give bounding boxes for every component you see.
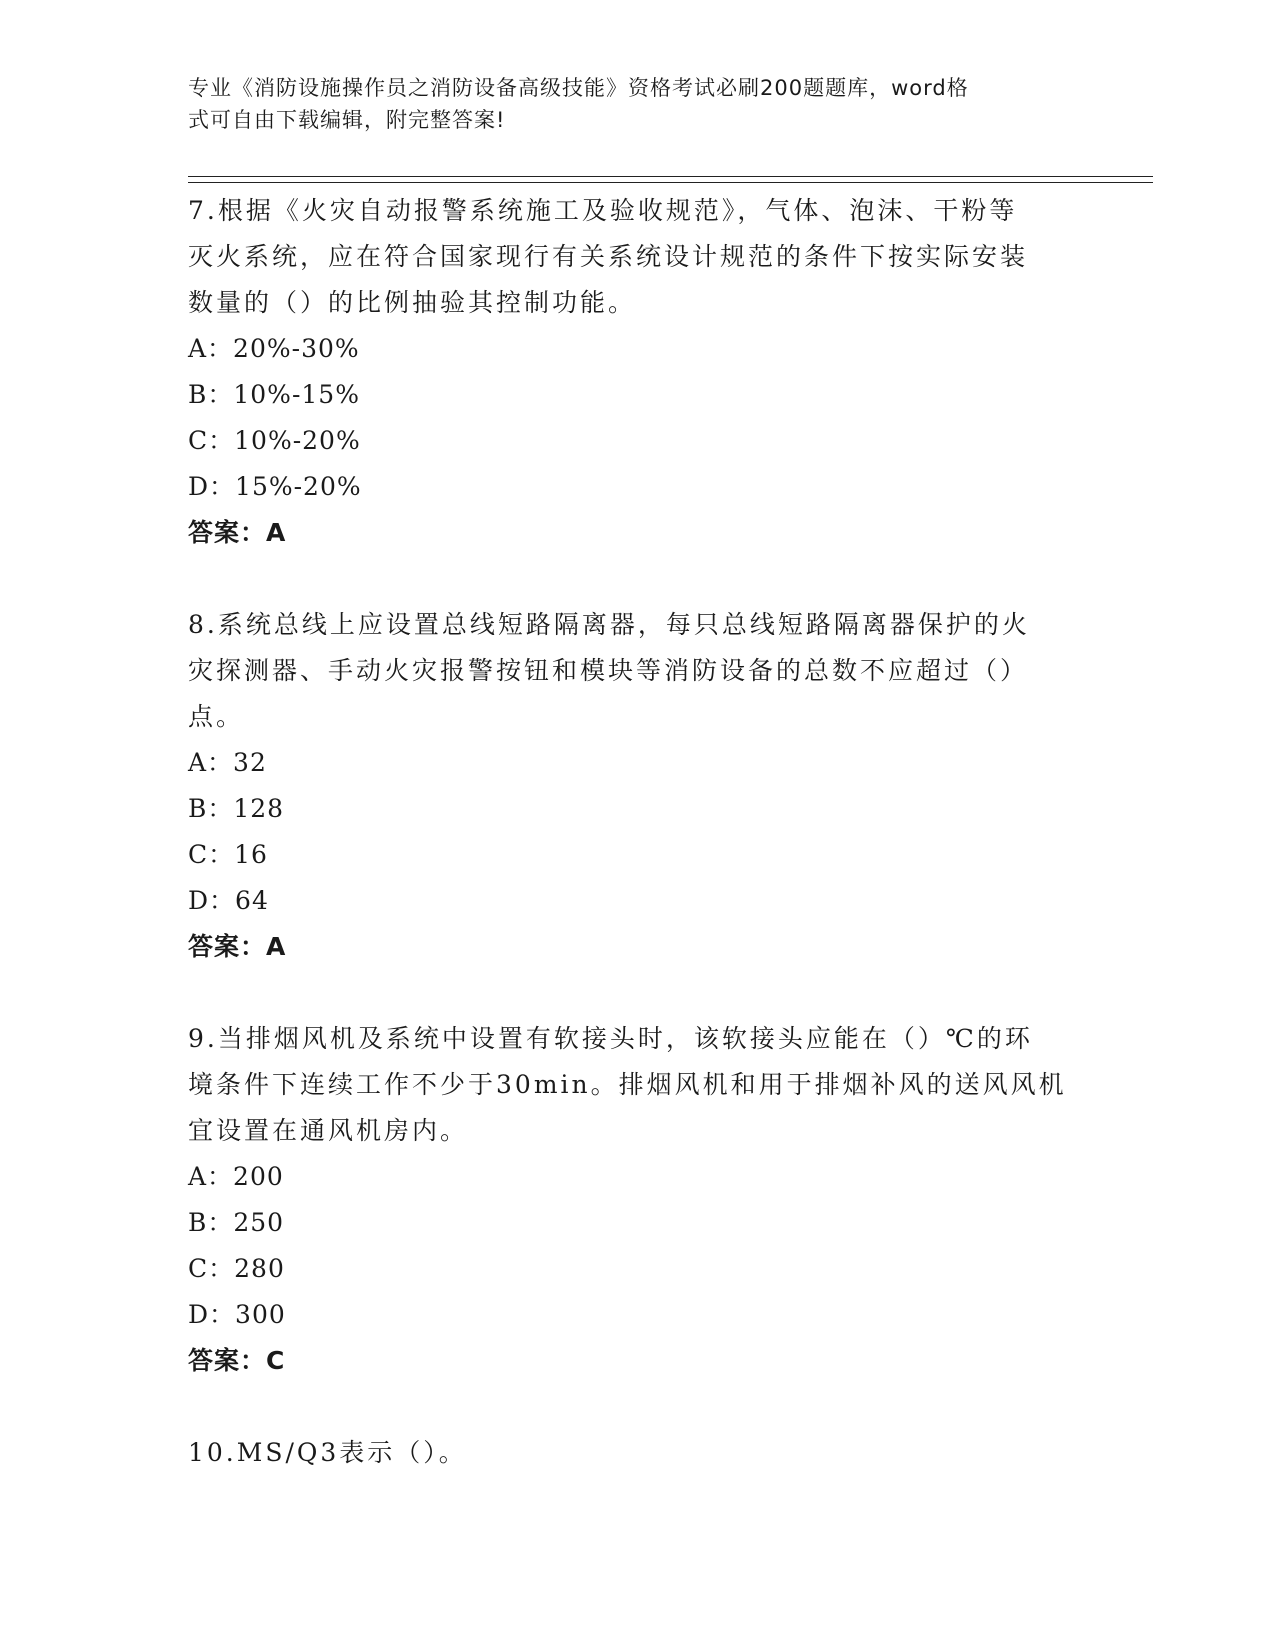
question-line: 宜设置在通风机房内。: [188, 1116, 469, 1145]
option-b: B：10%-15%: [188, 380, 360, 409]
question-text: [188, 1016, 1088, 1154]
question-10: [188, 1430, 1088, 1476]
header-line-2: 式可自由下载编辑，附完整答案!: [188, 108, 506, 132]
option-list: [188, 326, 1088, 510]
header-divider-bottom: [188, 182, 1153, 183]
question-text: [188, 188, 1088, 326]
header-divider-top: [188, 176, 1153, 177]
question-line: 灭火系统，应在符合国家现行有关系统设计规范的条件下按实际安装: [188, 242, 1029, 271]
question-8: [188, 602, 1088, 970]
question-line: 数量的（）的比例抽验其控制功能。: [188, 288, 637, 317]
option-c: C：16: [188, 840, 268, 869]
option-d: D：300: [188, 1300, 286, 1329]
header-line-1: 专业《消防设施操作员之消防设备高级技能》资格考试必刷200题题库，word格: [188, 76, 969, 100]
option-d: D：64: [188, 886, 269, 915]
question-line: 7.根据《火灾自动报警系统施工及验收规范》，气体、泡沫、干粉等: [188, 196, 1018, 225]
option-a: A：32: [188, 748, 267, 777]
option-list: [188, 1154, 1088, 1338]
option-d: D：15%-20%: [188, 472, 362, 501]
question-7: [188, 188, 1088, 556]
question-line: 10.MS/Q3表示（）。: [188, 1438, 467, 1467]
question-line: 境条件下连续工作不少于30min。排烟风机和用于排烟补风的送风风机: [188, 1070, 1067, 1099]
question-line: 点。: [188, 702, 245, 731]
answer-line: 答案：C: [188, 1346, 286, 1375]
question-line: 8.系统总线上应设置总线短路隔离器，每只总线短路隔离器保护的火: [188, 610, 1030, 639]
question-line: 9.当排烟风机及系统中设置有软接头时，该软接头应能在（）℃的环: [188, 1024, 1033, 1053]
question-text: [188, 1430, 1088, 1476]
question-line: 灾探测器、手动火灾报警按钮和模块等消防设备的总数不应超过（）: [188, 656, 1029, 685]
question-9: [188, 1016, 1088, 1384]
question-list: [188, 188, 1088, 1522]
answer-line: 答案：A: [188, 932, 287, 961]
option-list: [188, 740, 1088, 924]
option-b: B：250: [188, 1208, 285, 1237]
option-a: A：20%-30%: [188, 334, 360, 363]
option-c: C：10%-20%: [188, 426, 361, 455]
option-a: A：200: [188, 1162, 284, 1191]
question-text: [188, 602, 1088, 740]
option-b: B：128: [188, 794, 285, 823]
document-header: [188, 72, 1068, 136]
option-c: C：280: [188, 1254, 285, 1283]
answer-line: 答案：A: [188, 518, 287, 547]
